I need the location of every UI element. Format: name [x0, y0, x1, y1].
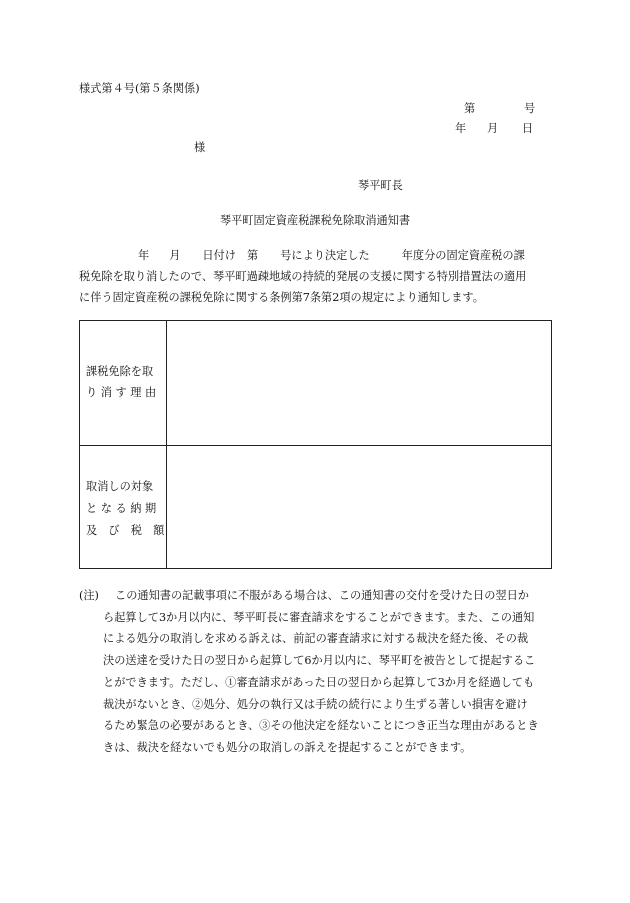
note-line: この通知書の記載事項に不服がある場合は、この通知書の交付を受けた日の翌日か — [115, 589, 529, 602]
body-dated: 日付け — [202, 249, 236, 262]
body-month: 月 — [169, 249, 181, 262]
issuer-title: 琴平町長 — [358, 179, 403, 192]
body-fiscal: 年度分の固定資産税の課 — [401, 249, 525, 262]
body-line-1 — [79, 245, 554, 266]
target-value-cell — [166, 445, 551, 568]
body-no-suffix: 号により決定した — [280, 249, 370, 262]
body-paragraph — [79, 245, 554, 308]
body-no-prefix: 第 — [246, 249, 259, 262]
reason-label-line-2: り 消 す 理 由 — [86, 386, 157, 399]
reason-label-line-1: 課税免除を取 — [86, 365, 154, 378]
date-month: 月 — [487, 122, 499, 135]
target-label-line-1: 取消しの対象 — [86, 480, 154, 493]
recipient-honorific: 様 — [194, 141, 206, 154]
date-year: 年 — [455, 122, 467, 135]
date-day: 日 — [522, 122, 534, 135]
target-label-line-3: 及 び 税 額 — [86, 524, 165, 537]
note-line: 決の送達を受けた日の翌日から起算して6か月以内に、琴平町を被告として提起するこ — [103, 654, 536, 668]
note-line: とができます。ただし、①審査請求があった日の翌日から起算して3か月を経過しても — [103, 675, 535, 689]
note-line: るため緊急の必要があるとき、③その他決定を経ないことにつき正当な理由があるとき — [103, 719, 539, 733]
body-year: 年 — [138, 249, 150, 262]
note-line: による処分の取消しを求める訴えは、前記の審査請求に対する裁決を経た後、その裁 — [103, 632, 529, 646]
body-line-2: 税免除を取り消したので、琴平町過疎地域の持続的発展の支援に関する特別措置法の適用 — [79, 270, 527, 283]
doc-number-suffix: 号 — [524, 102, 536, 115]
reason-value-cell — [166, 321, 551, 445]
note-prefix: (注) — [79, 589, 99, 602]
document-title: 琴平町固定資産税課税免除取消通知書 — [219, 214, 411, 227]
doc-number-prefix: 第 — [464, 102, 476, 115]
note-line: ら起算して3か月以内に、琴平町長に審査請求をすることができます。また、この通知 — [103, 610, 535, 624]
form-number: 様式第４号(第５条関係) — [79, 82, 200, 95]
target-label-cell — [80, 445, 167, 568]
note-line: きは、裁決を経ないでも処分の取消しの訴えを提起することができます。 — [103, 740, 472, 754]
body-line-3: に伴う固定資産税の課税免除に関する条例第7条第2項の規定により通知します。 — [79, 291, 484, 304]
target-label-line-2: と な る 納 期 — [86, 502, 157, 515]
reason-label-cell — [80, 321, 167, 445]
details-table — [79, 320, 552, 569]
note-line: 裁決がないとき、②処分、処分の執行又は手続の続行により生ずる著しい損害を避け — [103, 697, 528, 711]
reason-row — [80, 321, 551, 446]
target-row — [80, 445, 551, 568]
